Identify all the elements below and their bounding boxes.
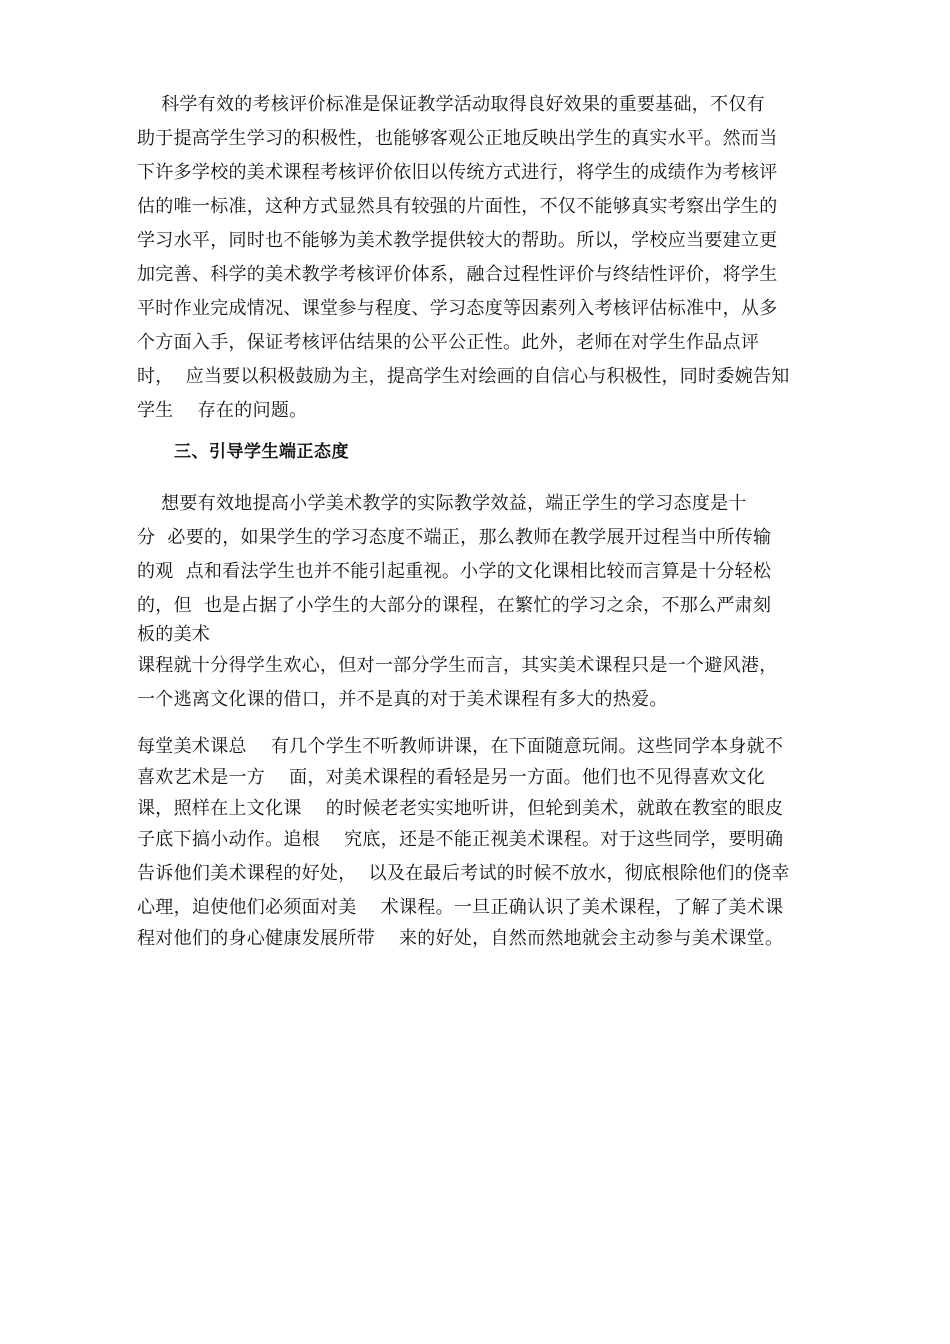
- text-line: 时， 应当要以积极鼓励为主，提高学生对绘画的自信心与积极性，同时委婉告知: [137, 366, 790, 387]
- text-line: 一个逃离文化课的借口，并不是真的对于美术课程有多大的热爱。: [137, 689, 668, 710]
- text-line: 学习水平，同时也不能够为美术教学提供较大的帮助。所以，学校应当要建立更: [137, 230, 778, 251]
- text-line: 喜欢艺术是一方 面，对美术课程的看轻是另一方面。他们也不见得喜欢文化: [137, 767, 765, 788]
- text-line: 平时作业完成情况、课堂参与程度、学习态度等因素列入考核评估标准中，从多: [137, 298, 778, 319]
- text-line: 每堂美术课总 有几个学生不听教师讲课，在下面随意玩闹。这些同学本身就不: [137, 736, 784, 757]
- text-line: 的观 点和看法学生也并不能引起重视。小学的文化课相比较而言算是十分轻松: [137, 561, 772, 582]
- text-line: 学生 存在的问题。: [137, 400, 308, 421]
- text-line: 板的美术: [137, 624, 211, 645]
- text-line: 课程就十分得学生欢心，但对一部分学生而言，其实美术课程只是一个避风港，: [137, 655, 778, 676]
- text-line: 分 必要的，如果学生的学习态度不端正，那么教师在教学展开过程当中所传输: [137, 527, 772, 548]
- text-line: 个方面入手，保证考核评估结果的公平公正性。此外，老师在对学生作品点评: [137, 332, 760, 353]
- text-line: 的，但 也是占据了小学生的大部分的课程，在繁忙的学习之余，不那么严肃刻: [137, 595, 772, 616]
- text-line: 告诉他们美术课程的好处， 以及在最后考试的时候不放水，彻底根除他们的侥幸: [137, 863, 790, 884]
- text-line: 估的唯一标准，这种方式显然具有较强的片面性，不仅不能够真实考察出学生的: [137, 196, 778, 217]
- text-line: 心理，迫使他们必须面对美 术课程。一旦正确认识了美术课程，了解了美术课: [137, 897, 784, 918]
- text-line: 下许多学校的美术课程考核评价依旧以传统方式进行，将学生的成绩作为考核评: [137, 162, 778, 183]
- text-line: 子底下搞小动作。追根 究底，还是不能正视美术课程。对于这些同学，要明确: [137, 829, 784, 850]
- text-line: 助于提高学生学习的积极性，也能够客观公正地反映出学生的真实水平。然而当: [137, 128, 778, 149]
- text-line: 加完善、科学的美术教学考核评价体系，融合过程性评价与终结性评价，将学生: [137, 264, 778, 285]
- text-line: 课，照样在上文化课 的时候老老实实地听讲，但轮到美术，就敢在教室的眼皮: [137, 798, 784, 819]
- text-line: 想要有效地提高小学美术教学的实际教学效益，端正学生的学习态度是十: [137, 493, 747, 514]
- text-line: 科学有效的考核评价标准是保证教学活动取得良好效果的重要基础，不仅有: [137, 94, 765, 115]
- section-heading: 三、引导学生端正态度: [174, 442, 349, 462]
- text-line: 程对他们的身心健康发展所带 来的好处，自然而然地就会主动参与美术课堂。: [137, 928, 784, 949]
